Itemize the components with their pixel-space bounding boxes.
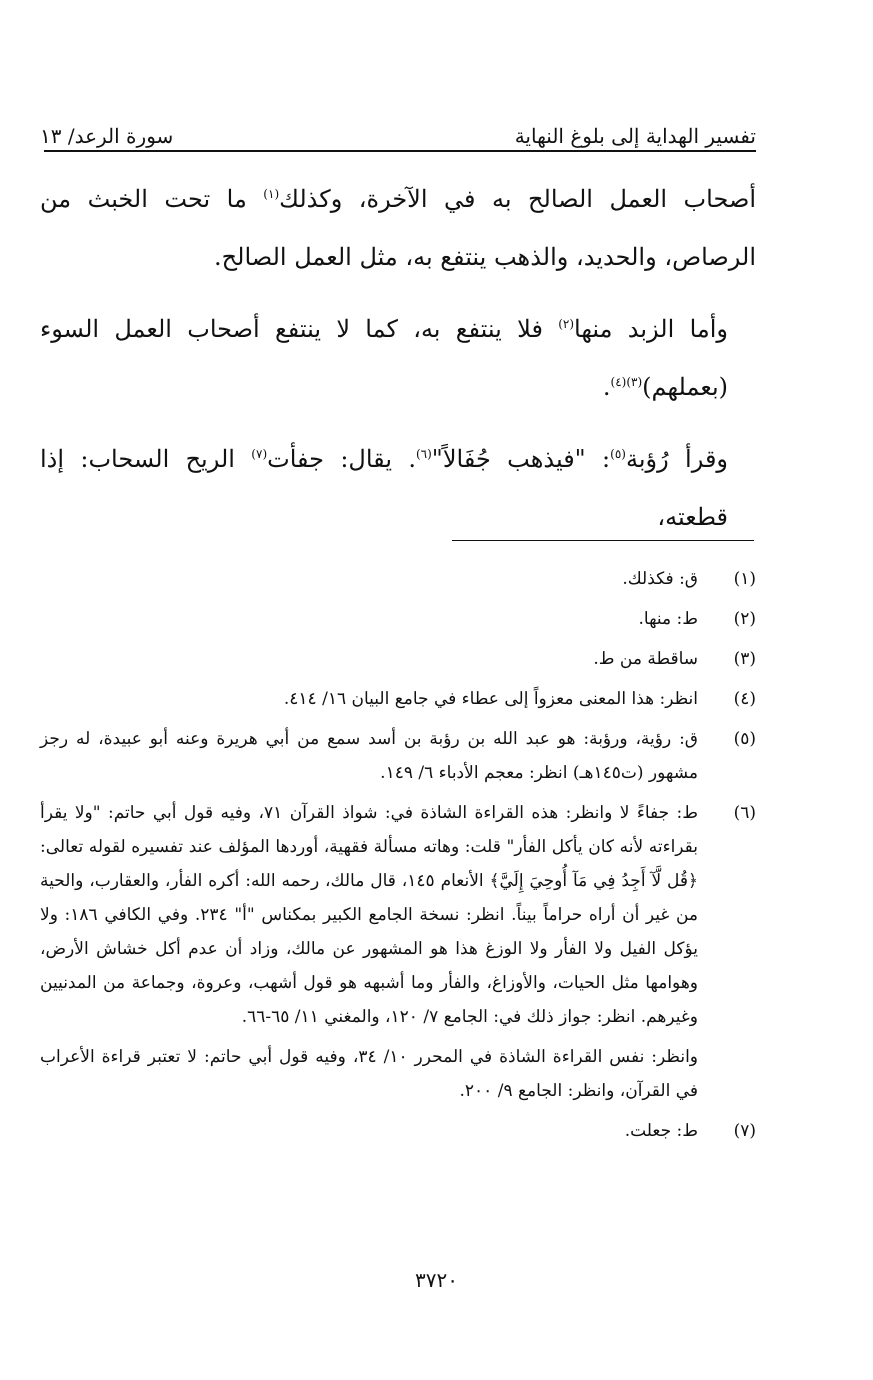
- header-divider: [44, 150, 756, 152]
- footnotes: [40, 562, 756, 1154]
- surah-label: سورة الرعد/ ١٣: [40, 124, 174, 148]
- footnote-ref-3-4: (٣)(٤): [610, 375, 643, 389]
- paragraph-3: وقرأ رُؤبة$^{(٥)}$: "فيذهب جُفَالاً"$^{(٦)}$. يقال: جفأت$^{(٧)}$ الريح السحاب: إذا قطعته،: [40, 445, 728, 531]
- running-header: [40, 108, 756, 148]
- footnote-7: (٧) ط: جعلت.: [624, 1121, 756, 1141]
- footnote-4: (٤) انظر: هذا المعنى معزواً إلى عطاء في جامع البيان ١٦/ ٤١٤.: [283, 689, 756, 709]
- paragraph-1: أصحاب العمل الصالح به في الآخرة، وكذلك$^{(١)}$ ما تحت الخبث من الرصاص، والحديد، والذهب ينتفع به، مثل العمل الصالح.: [40, 185, 756, 271]
- footnote-6-continuation: وانظر: نفس القراءة الشاذة في المحرر ١٠/ ٣٤، وفيه قول أبي حاتم: لا تعتبر قراءة الأعراب في القرآن، وانظر: الجامع ٩/ ٢٠٠.: [40, 1047, 698, 1101]
- footnote-ref-2: (٢): [558, 317, 575, 331]
- main-text: [40, 170, 756, 546]
- footnote-ref-1: (١): [263, 187, 280, 201]
- footnote-1: (١) ق: فكذلك.: [622, 569, 756, 589]
- footnote-divider: [452, 540, 754, 541]
- page-number: ٣٧٢٠: [415, 1268, 458, 1292]
- paragraph-2: وأما الزبد منها$^{(٢)}$ فلا ينتفع به، كما لا ينتفع أصحاب العمل السوء (بعملهم)$^{(٣)(٤)}$.: [40, 315, 728, 401]
- footnote-ref-7: (٧): [251, 447, 268, 461]
- footnote-5: (٥) ق: رؤية، ورؤبة: هو عبد الله بن رؤبة بن أسد سمع من أبي هريرة وعنه أبو عبيدة، له رجز مشهور (ت١٤٥هـ) انظر: معجم الأدباء ٦/ ١٤٩.: [40, 729, 756, 783]
- footnote-2: (٢) ط: منها.: [638, 609, 756, 629]
- book-title: تفسير الهداية إلى بلوغ النهاية: [514, 124, 756, 148]
- footnote-ref-6: (٦): [415, 447, 432, 461]
- footnote-3: (٣) ساقطة من ط.: [593, 649, 756, 669]
- footnote-6: (٦) ط: جفاءً لا وانظر: هذه القراءة الشاذة في: شواذ القرآن ٧١، وفيه قول أبي حاتم: "ولا يقرأ بقراءته لأنه كان يأكل الفأر" قلت: وهاته مسألة فقهية، أوردها المؤلف عند تفسيره لقوله تعالى: ﴿قُل لَّآ أَجِدُ فِي مَآ أُوحِيَ إِلَيَّ﴾ الأنعام ١٤٥، قال مالك، رحمه الله: أكره الفأر، والعقارب، والحية من غير أن أراه حراماً بيناً. انظر: نسخة الجامع الكبير بمكناس "أ" ٢٣٤. وفي الكافي ١٨٦: ولا يؤكل الفيل ولا الفأر ولا الوزغ هذا هو المشهور عن مالك، وزاد أن عدم أكل خشاش الأرض، وهوامها مثل الحيات، والأوزاغ، والفأر وما أشبهه هو قول أشهب، وعروة، وجماعة من المدنيين وغيرهم. انظر: جواز ذلك في: الجامع ٧/ ١٢٠، والمغني ١١/ ٦٥-٦٦.: [40, 803, 756, 1027]
- footnote-ref-5: (٥): [610, 447, 626, 461]
